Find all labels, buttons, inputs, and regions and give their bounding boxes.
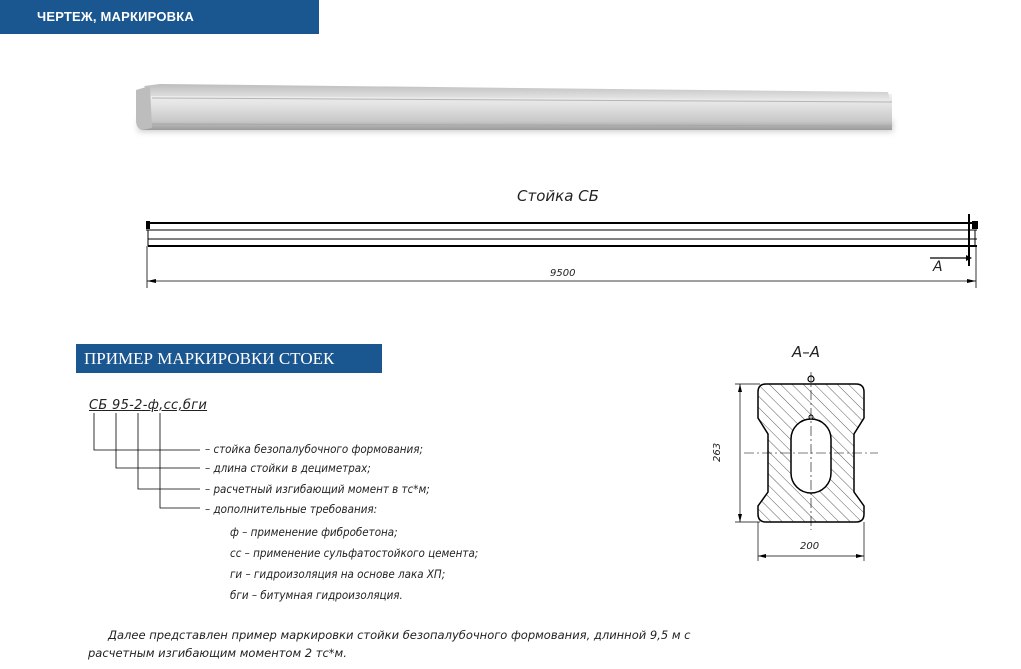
legend-subitem-sulfate: сс – применение сульфатостойкого цемента; [230, 546, 479, 560]
legend-subitem-fiber: ф – применение фибробетона; [230, 525, 398, 539]
marking-heading-text: ПРИМЕР МАРКИРОВКИ СТОЕК [84, 349, 335, 368]
header-bar [0, 0, 319, 34]
drawing-caption: Стойка СБ [517, 187, 599, 205]
marking-code: СБ 95-2-ф,сс,бги [89, 398, 208, 413]
section-title: А–А [792, 343, 821, 361]
legend-item-type: – стойка безопалубочного формования; [205, 442, 423, 456]
length-label: 9500 [550, 268, 576, 279]
section-width-label: 200 [800, 541, 820, 552]
legend-item-extra: – дополнительные требования: [205, 502, 378, 516]
section-height-label: 263 [712, 442, 723, 462]
paragraph-line-2: расчетным изгибающим моментом 2 тс*м. [88, 646, 347, 660]
legend-subitem-bitumen: бги – битумная гидроизоляция. [230, 588, 403, 602]
legend-item-moment: – расчетный изгибающий момент в тс*м; [205, 482, 430, 496]
header-title: ЧЕРТЕЖ, МАРКИРОВКА [37, 9, 194, 24]
paragraph-line-1: Далее представлен пример маркировки стойки безопалубочного формования, длинной 9,5 м с [108, 628, 691, 642]
legend-item-length: – длина стойки в дециметрах; [205, 461, 371, 475]
marking-heading [76, 344, 382, 373]
beam-photo [130, 80, 900, 140]
section-marker: А [933, 259, 943, 275]
marking-paragraph [88, 626, 708, 662]
legend-subitem-lacquer: ги – гидроизоляция на основе лака ХП; [230, 567, 446, 581]
